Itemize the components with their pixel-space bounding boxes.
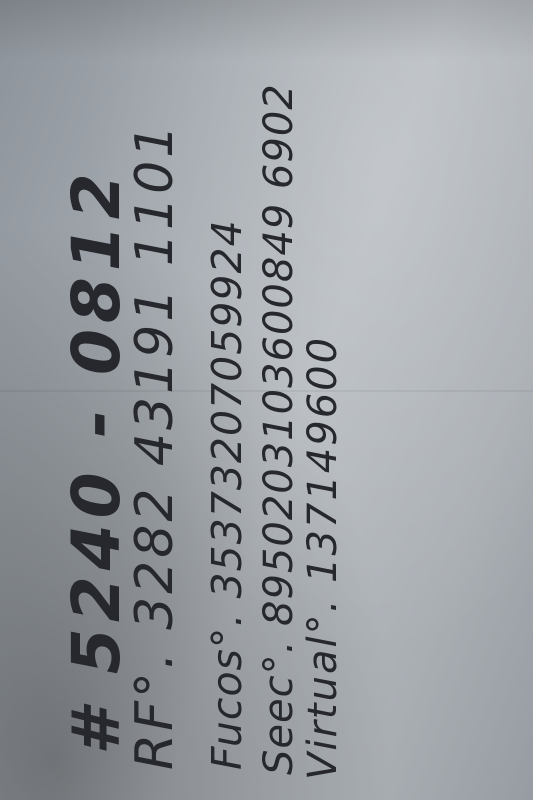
handwritten-line-seec: Seec°. 8950203103600849 6902 [256,83,302,775]
handwritten-line-fucos: Fucos°. 35373207059924 [203,219,251,770]
handwritten-line-virtual: Virtual°. 137149600 [300,335,346,780]
handwritten-line-rf: RF°. 3282 43191 1101 [125,121,185,770]
handwritten-line-header: # 5240 - 0812 [58,167,135,755]
